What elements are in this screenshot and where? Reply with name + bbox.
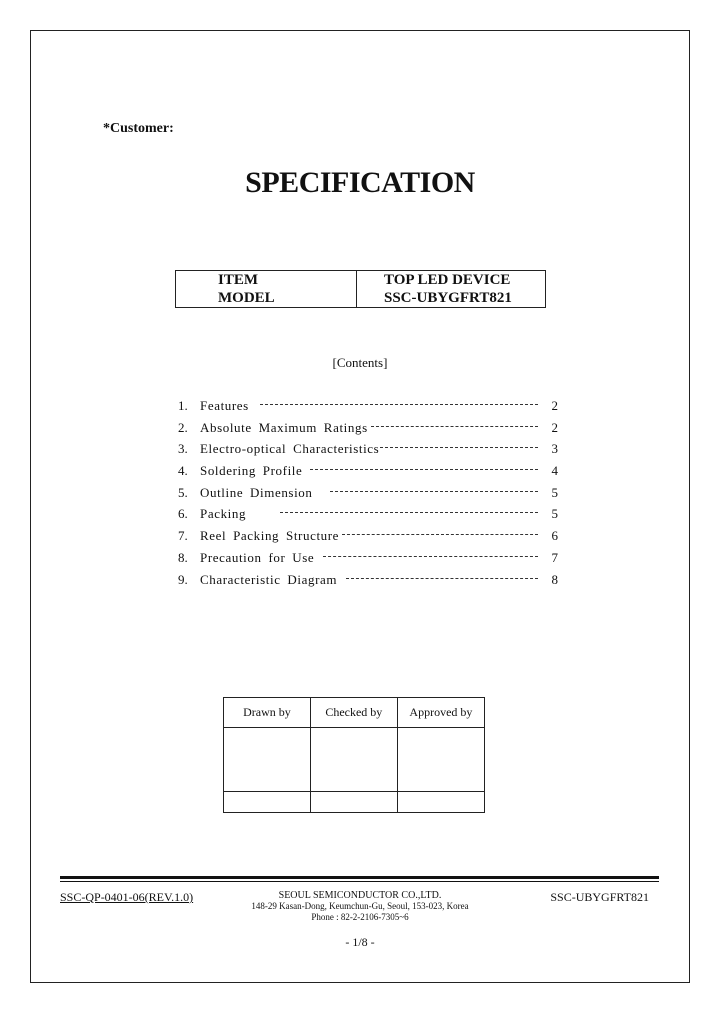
approved-by-signature	[397, 728, 484, 792]
approved-by-date	[397, 792, 484, 813]
model-value: SSC-UBYGFRT821	[384, 290, 512, 306]
toc-number: 1.	[178, 398, 188, 413]
date-row	[224, 792, 485, 813]
toc-item	[178, 484, 558, 506]
toc-label: Outline Dimension	[200, 484, 313, 500]
document-code: SSC-QP-0401-06(REV.1.0)	[60, 890, 194, 904]
contents-heading: [Contents]	[332, 355, 388, 370]
item-value: TOP LED DEVICE	[384, 272, 511, 288]
footer-rule-thin	[60, 881, 659, 882]
signature-row	[224, 728, 485, 792]
toc-page: 5	[551, 506, 558, 522]
model-row	[176, 289, 546, 308]
toc-label: Precaution for Use	[200, 549, 315, 565]
toc-leader	[346, 578, 538, 579]
toc-page: 5	[551, 484, 558, 500]
toc-page: 7	[551, 549, 558, 565]
toc-number: 5.	[178, 484, 188, 500]
approved-by-header: Approved by	[397, 698, 484, 728]
company-phone: Phone : 82-2-2106-7305~6	[311, 912, 409, 922]
toc-page: 2	[551, 398, 558, 413]
toc-page: 2	[551, 419, 558, 435]
toc-leader	[342, 534, 538, 535]
company-name: SEOUL SEMICONDUCTOR CO.,LTD.	[278, 890, 442, 901]
model-key: MODEL	[176, 289, 357, 308]
toc-leader	[380, 447, 538, 448]
toc-item	[178, 571, 558, 593]
customer-label: *Customer:	[103, 121, 174, 136]
toc-number: 6.	[178, 506, 188, 522]
toc-item	[178, 505, 558, 527]
toc-item	[178, 527, 558, 549]
toc-label: Reel Packing Structure	[200, 528, 340, 544]
item-key: ITEM	[176, 271, 357, 290]
toc-label: Features	[200, 398, 249, 413]
toc-item	[178, 397, 558, 419]
toc-label: Electro-optical Characteristics	[200, 441, 380, 457]
drawn-by-header: Drawn by	[224, 698, 311, 728]
toc-number: 4.	[178, 463, 188, 479]
toc-leader	[330, 491, 538, 492]
table-of-contents	[178, 397, 558, 592]
checked-by-header: Checked by	[310, 698, 397, 728]
item-row	[176, 271, 546, 290]
toc-leader	[323, 556, 538, 557]
signoff-header-row	[224, 698, 485, 728]
item-model-table	[175, 270, 546, 308]
toc-leader	[280, 512, 538, 513]
footer-rule-thick	[60, 876, 659, 879]
checked-by-date	[310, 792, 397, 813]
company-address: 148-29 Kasan-Dong, Keumchun-Gu, Seoul, 153-023, Korea	[251, 901, 469, 911]
toc-page: 3	[551, 441, 558, 457]
signoff-table	[223, 697, 485, 813]
toc-leader	[371, 426, 538, 427]
toc-label: Characteristic Diagram	[200, 571, 338, 587]
toc-label: Soldering Profile	[200, 463, 303, 479]
toc-number: 8.	[178, 549, 188, 565]
toc-item	[178, 462, 558, 484]
toc-leader	[310, 469, 538, 470]
toc-number: 7.	[178, 528, 188, 544]
toc-item	[178, 549, 558, 571]
toc-number: 2.	[178, 419, 188, 435]
checked-by-signature	[310, 728, 397, 792]
toc-page: 6	[551, 528, 558, 544]
toc-number: 9.	[178, 571, 188, 587]
toc-leader	[260, 404, 538, 405]
toc-item	[178, 440, 558, 462]
toc-label: Packing	[200, 506, 247, 522]
page-number: - 1/8 -	[345, 935, 375, 949]
toc-page: 8	[551, 571, 558, 587]
footer-model: SSC-UBYGFRT821	[550, 890, 649, 904]
toc-page: 4	[551, 463, 558, 479]
toc-item	[178, 419, 558, 441]
document-title: SPECIFICATION	[245, 166, 475, 199]
toc-number: 3.	[178, 441, 188, 457]
toc-label: Absolute Maximum Ratings	[200, 419, 368, 435]
drawn-by-date	[224, 792, 311, 813]
drawn-by-signature	[224, 728, 311, 792]
